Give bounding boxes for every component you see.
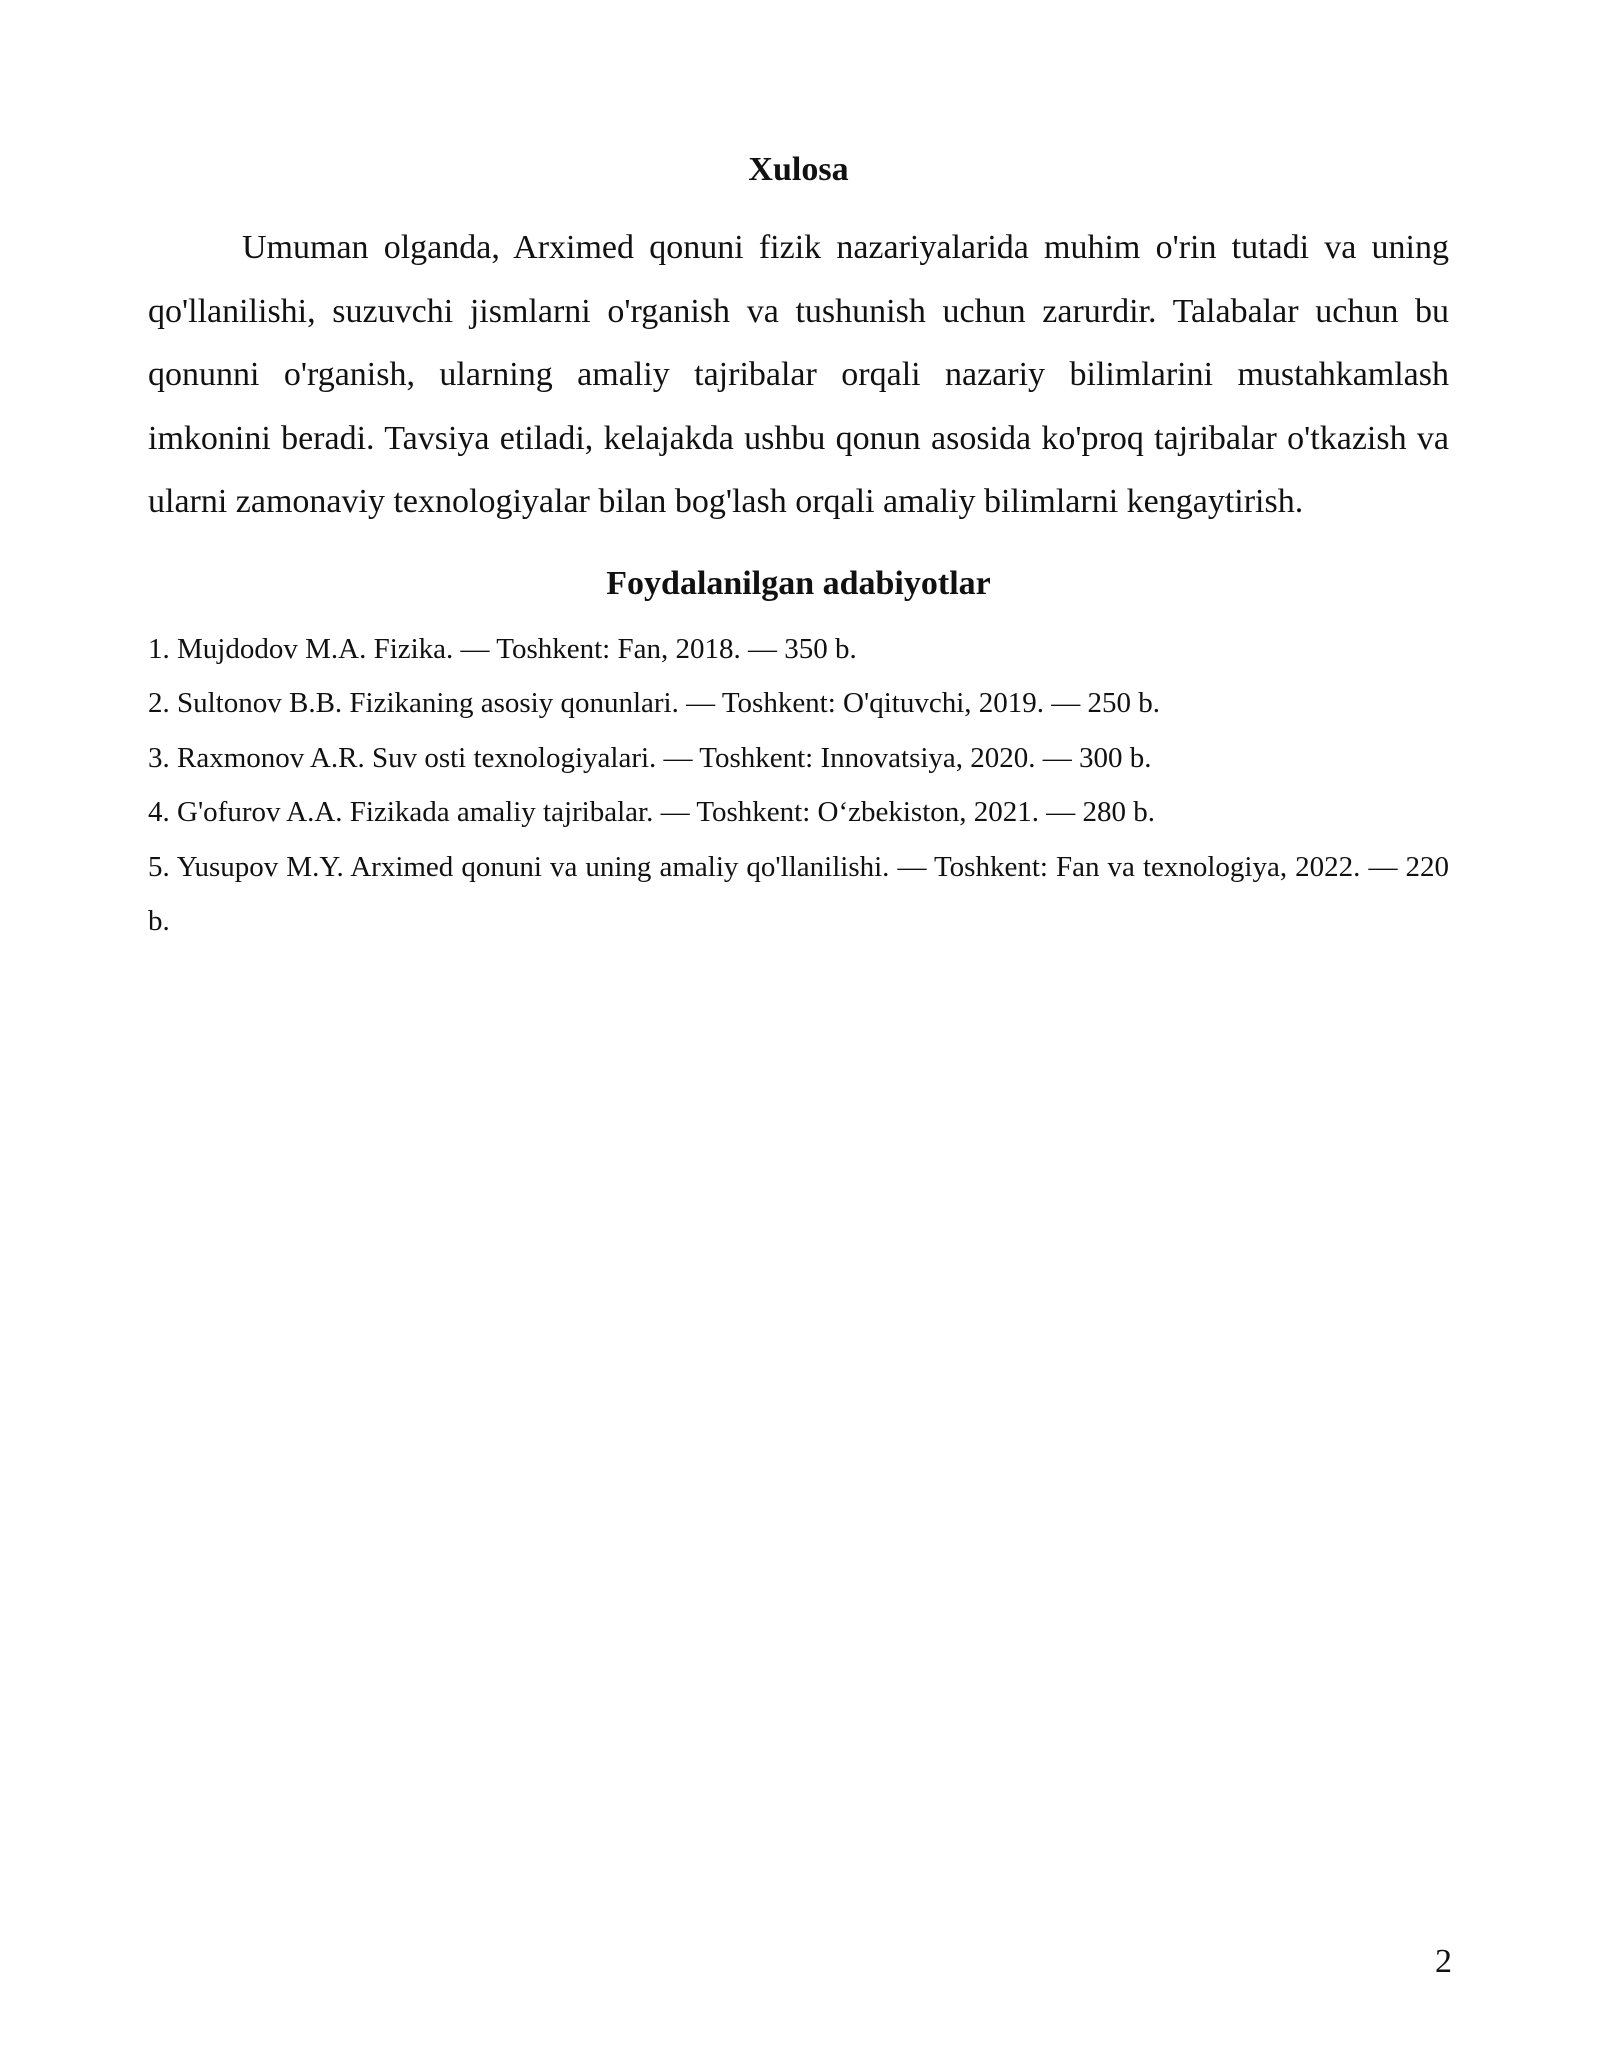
reference-item: 4. G'ofurov A.A. Fizikada amaliy tajribalar. — Toshkent: O‘zbekiston, 2021. — 280 b. — [148, 796, 1156, 828]
reference-item: 1. Mujdodov M.A. Fizika. — Toshkent: Fan, 2018. — 350 b. — [148, 632, 857, 665]
references-heading: Foydalanilgan adabiyotlar — [606, 564, 991, 602]
references-list — [148, 622, 1449, 949]
page-content — [148, 146, 1449, 949]
reference-item: 2. Sultonov B.B. Fizikaning asosiy qonunlari. — Toshkent: O'qituvchi, 2019. — 250 b. — [148, 687, 1161, 719]
reference-item: 3. Raxmonov A.R. Suv osti texnologiyalari. — Toshkent: Innovatsiya, 2020. — 300 b. — [148, 741, 1152, 774]
reference-item: 5. Yusupov M.Y. Arximed qonuni va uning amaliy qo'llanilishi. — Toshkent: Fan va texnologiya, 2022. — 220 b. — [148, 850, 1449, 937]
conclusion-heading: Xulosa — [748, 151, 849, 188]
page-number: 2 — [1435, 1943, 1452, 1980]
conclusion-paragraph: Umuman olganda, Arximed qonuni fizik nazariyalarida muhim o'rin tutadi va uning qo'llanilishi, suzuvchi jismlarni o'rganish va tushunish uchun zarurdir. Talabalar uchun bu qonunni o'rganish, ularning amaliy tajribalar orqali nazariy bilimlarini mustahkamlash imkonini beradi. Tavsiya etiladi, kelajakda ushbu qonun asosida ko'proq tajribalar o'tkazish va ularni zamonaviy texnologiyalar bilan bog'lash orqali amaliy bilimlarni kengaytirish. — [148, 229, 1449, 520]
